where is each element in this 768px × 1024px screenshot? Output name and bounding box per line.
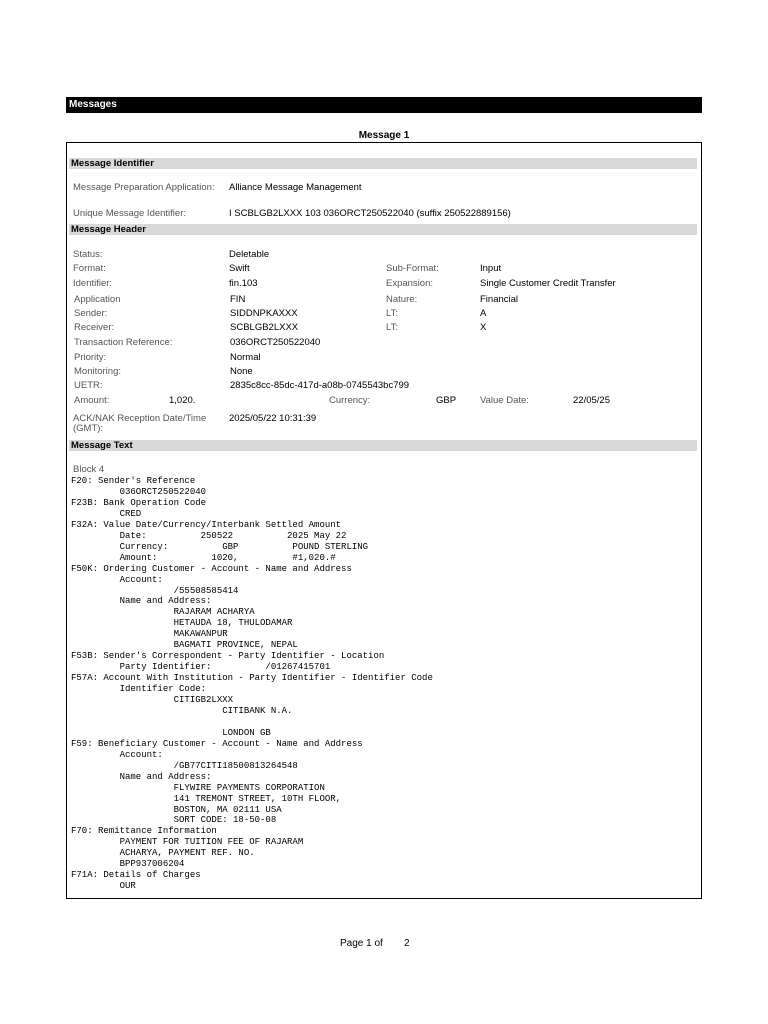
message-text-line: LONDON GB: [71, 727, 271, 738]
receiver-value: SCBLGB2LXXX: [230, 322, 299, 333]
lt-receiver-label: LT:: [386, 322, 398, 333]
message-text-line: F50K: Ordering Customer - Account - Name and Address: [71, 563, 352, 574]
monitoring-label: Monitoring:: [74, 366, 121, 377]
message-text-line: F59: Beneficiary Customer - Account - Name and Address: [71, 738, 363, 749]
message-text-line: F32A: Value Date/Currency/Interbank Settled Amount: [71, 519, 342, 530]
message-text-line: FLYWIRE PAYMENTS CORPORATION: [71, 782, 325, 793]
format-value: Swift: [229, 263, 250, 274]
prep-application-value: Alliance Message Management: [229, 182, 362, 193]
receiver-label: Receiver:: [74, 322, 115, 333]
umi-value: I SCBLGB2LXXX 103 036ORCT250522040 (suffix 250522889156): [229, 208, 511, 219]
message-text-line: HETAUDA 18, THULODAMAR: [71, 618, 293, 629]
message-text-line: Name and Address:: [71, 596, 212, 607]
message-text-line: BOSTON, MA 02111 USA: [71, 804, 282, 815]
identifier-value: fin.103: [229, 278, 258, 289]
message-text-line: F23B: Bank Operation Code: [71, 497, 207, 508]
nature-value: Financial: [480, 294, 519, 305]
message-text-line: Amount: 1020, #1,020.#: [71, 552, 336, 563]
ack-nak-label: ACK/NAK Reception Date/Time (GMT):: [73, 413, 207, 434]
umi-label: Unique Message Identifier:: [73, 208, 187, 219]
nature-label: Nature:: [386, 294, 418, 305]
message-text-line: CITIBANK N.A.: [71, 705, 293, 716]
expansion-value: Single Customer Credit Transfer: [480, 278, 616, 289]
message-text-line: Party Identifier: /01267415701: [71, 662, 331, 673]
monitoring-value: None: [230, 366, 253, 377]
lt-sender-value: A: [480, 308, 487, 319]
message-text-line: Name and Address:: [71, 771, 212, 782]
uetr-label: UETR:: [74, 380, 103, 391]
section-message-text: Message Text: [69, 440, 697, 451]
message-text-line: RAJARAM ACHARYA: [71, 607, 255, 618]
ack-nak-value: 2025/05/22 10:31:39: [229, 413, 317, 424]
message-text-line: SORT CODE: 18-50-08: [71, 815, 277, 826]
block-label: Block 4: [73, 464, 105, 475]
section-message-header: Message Header: [69, 224, 697, 235]
message-text-line: 036ORCT250522040: [71, 486, 207, 497]
message-text-line: BAGMATI PROVINCE, NEPAL: [71, 640, 298, 651]
uetr-value: 2835c8cc-85dc-417d-a08b-0745543bc799: [230, 380, 410, 391]
message-text-line: Account:: [71, 749, 163, 760]
application-label: Application: [74, 294, 121, 305]
sender-label: Sender:: [74, 308, 108, 319]
currency-label: Currency:: [329, 395, 371, 406]
message-text-line: CRED: [71, 508, 142, 519]
message-text-line: F57A: Account With Institution - Party Identifier - Identifier Code: [71, 673, 433, 684]
message-text-line: Identifier Code:: [71, 684, 207, 695]
message-text-line: CITIGB2LXXX: [71, 695, 234, 705]
message-text-line: Currency: GBP POUND STERLING: [71, 541, 369, 552]
priority-value: Normal: [230, 352, 261, 363]
page-indicator-label: Page 1 of: [340, 938, 383, 949]
page-total: 2: [404, 938, 410, 949]
value-date-label: Value Date:: [480, 395, 529, 406]
subformat-label: Sub-Format:: [386, 263, 439, 274]
messages-banner: Messages: [66, 97, 702, 113]
transaction-reference-value: 036ORCT250522040: [230, 337, 321, 348]
message-text-line: F53B: Sender's Correspondent - Party Identifier - Location: [71, 651, 385, 662]
format-label: Format:: [73, 263, 106, 274]
message-text-line: OUR: [71, 881, 136, 892]
section-message-identifier: Message Identifier: [69, 158, 697, 169]
value-date-value: 22/05/25: [573, 395, 610, 406]
status-label: Status:: [73, 249, 103, 260]
lt-receiver-value: X: [480, 322, 487, 333]
amount-value: 1,020.: [169, 395, 196, 406]
expansion-label: Expansion:: [386, 278, 434, 289]
transaction-reference-label: Transaction Reference:: [74, 337, 173, 348]
message-text-line: Date: 250522 2025 May 22: [71, 530, 347, 541]
message-text-line: PAYMENT FOR TUITION FEE OF RAJARAM: [71, 837, 304, 848]
sender-value: SIDDNPKAXXX: [230, 308, 298, 319]
message-text-line: F71A: Details of Charges: [71, 870, 201, 881]
message-text-line: /55508585414: [71, 585, 239, 596]
priority-label: Priority:: [74, 352, 107, 363]
application-value: FIN: [230, 294, 246, 305]
message-text-line: BPP937006204: [71, 859, 185, 870]
message-text-line: F70: Remittance Information: [71, 826, 217, 837]
message-title: Message 1: [358, 130, 410, 141]
lt-sender-label: LT:: [386, 308, 398, 319]
message-text-line: MAKAWANPUR: [71, 629, 228, 640]
message-text-line: /GB77CITI18500813264548: [71, 760, 298, 771]
subformat-value: Input: [480, 263, 502, 274]
message-text-line: ACHARYA, PAYMENT REF. NO.: [71, 848, 255, 859]
status-value: Deletable: [229, 249, 270, 260]
prep-application-label: Message Preparation Application:: [73, 182, 215, 193]
message-text-line: F20: Sender's Reference: [71, 476, 196, 486]
message-text-line: Account:: [71, 574, 163, 585]
message-text-line: 141 TREMONT STREET, 10TH FLOOR,: [71, 793, 342, 804]
amount-label: Amount:: [74, 395, 110, 406]
currency-value: GBP: [436, 395, 457, 406]
identifier-label: Identifier:: [73, 278, 113, 289]
